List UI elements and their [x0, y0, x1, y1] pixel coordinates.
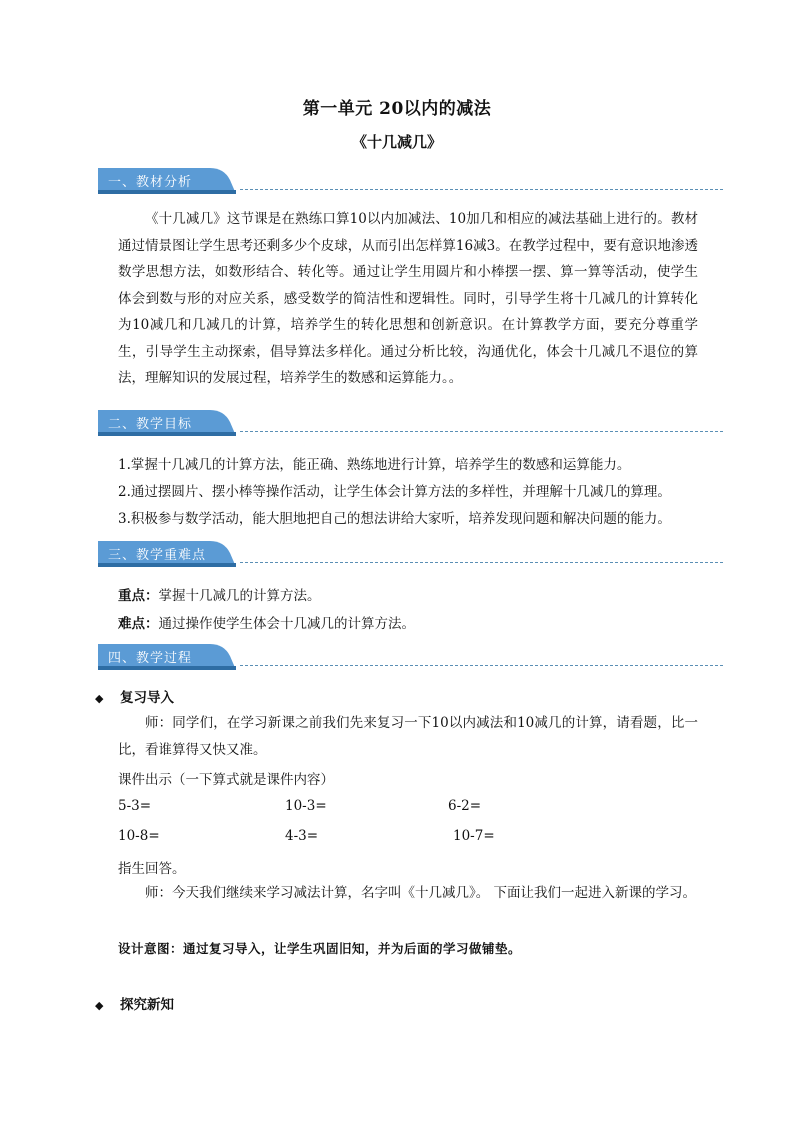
key-point: [118, 584, 321, 604]
section-header-analysis: [98, 166, 723, 196]
section-tab-label: 二、教学目标: [108, 417, 193, 432]
exercise-item: 10-7=: [453, 828, 495, 844]
courseware-note-text: 课件出示（一下算式就是课件内容）: [118, 772, 334, 788]
courseware-note: [118, 768, 334, 788]
document-title: 第一单元 20以内的减法: [302, 99, 492, 119]
review-heading-text: 复习导入: [120, 690, 174, 706]
explore-heading: [95, 993, 174, 1013]
exercise-item: 10-8=: [118, 828, 160, 844]
answer-note: 指生回答。: [118, 861, 186, 877]
difficult-point: [118, 612, 415, 632]
document-subtitle: 《十几减几》: [351, 133, 442, 151]
difficult-point-text: 通过操作使学生体会十几减几的计算方法。: [158, 616, 415, 632]
key-point-label: 重点：: [118, 588, 159, 604]
review-heading: [95, 686, 174, 706]
section-tab: [98, 539, 238, 569]
design-intent: 设计意图：通过复习导入，让学生巩固旧知，并为后面的学习做铺垫。: [118, 941, 522, 956]
section-divider: [240, 562, 723, 563]
section-tab-label: 三、教学重难点: [108, 548, 207, 563]
section-tab-label: 四、教学过程: [108, 651, 193, 666]
key-point-text: 掌握十几减几的计算方法。: [158, 588, 321, 604]
section-divider: [240, 189, 723, 190]
section-divider: [240, 665, 723, 666]
section-tab: [98, 642, 238, 672]
analysis-paragraph: 《十几减几》这节课是在熟练口算10以内加减法、10加几和相应的减法基础上进行的。教材通过情景图让学生思考还剩多少个皮球，从而引出怎样算16减3。在教学过程中，要有意识地渗透数学思想方法，如数形结合、转化等。通过让学生用圆片和小棒摆一摆、算一算等活动，使学生体会到数与形的对应关系，感受数学的简洁性和逻辑性。同时，引导学生将十几减几的计算转化为10减几和几减几的计算，培养学生的转化思想和创新意识。在计算教学方面，要充分尊重学生，引导学生主动探索，倡导算法多样化。通过分析比较，沟通优化，体会十几减几不退位的算法，理解知识的发展过程，培养学生的数感和运算能力。。: [118, 211, 698, 386]
goal-item: 3.积极参与数学活动，能大胆地把自己的想法讲给大家听，培养发现问题和解决问题的能力。: [118, 511, 671, 527]
difficult-point-label: 难点：: [118, 616, 159, 632]
review-paragraph: 师：同学们，在学习新课之前我们先来复习一下10以内减法和10减几的计算，请看题，比一比，看谁算得又快又准。: [118, 715, 698, 758]
exercise-item: 6-2=: [448, 798, 482, 814]
section-tab: [98, 166, 238, 196]
explore-heading-text: 探究新知: [120, 997, 174, 1013]
section-header-process: [98, 642, 723, 672]
exercise-item: 10-3=: [285, 798, 327, 814]
teacher-intro: 师：今天我们继续来学习减法计算，名字叫《十几减几》。 下面让我们一起进入新课的学习。: [145, 885, 697, 901]
exercise-item: 5-3=: [118, 798, 152, 814]
section-tab-label: 一、教材分析: [108, 175, 193, 190]
diamond-bullet-icon: ◆: [95, 692, 104, 705]
exercise-item: 4-3=: [285, 828, 319, 844]
section-header-keypoints: [98, 539, 723, 569]
diamond-bullet-icon: ◆: [95, 999, 104, 1012]
goal-item: 1.掌握十几减几的计算方法，能正确、熟练地进行计算，培养学生的数感和运算能力。: [118, 457, 631, 473]
section-divider: [240, 431, 723, 432]
section-header-goals: [98, 408, 723, 438]
section-tab: [98, 408, 238, 438]
goal-item: 2.通过摆圆片、摆小棒等操作活动，让学生体会计算方法的多样性，并理解十几减几的算理。: [118, 484, 671, 500]
